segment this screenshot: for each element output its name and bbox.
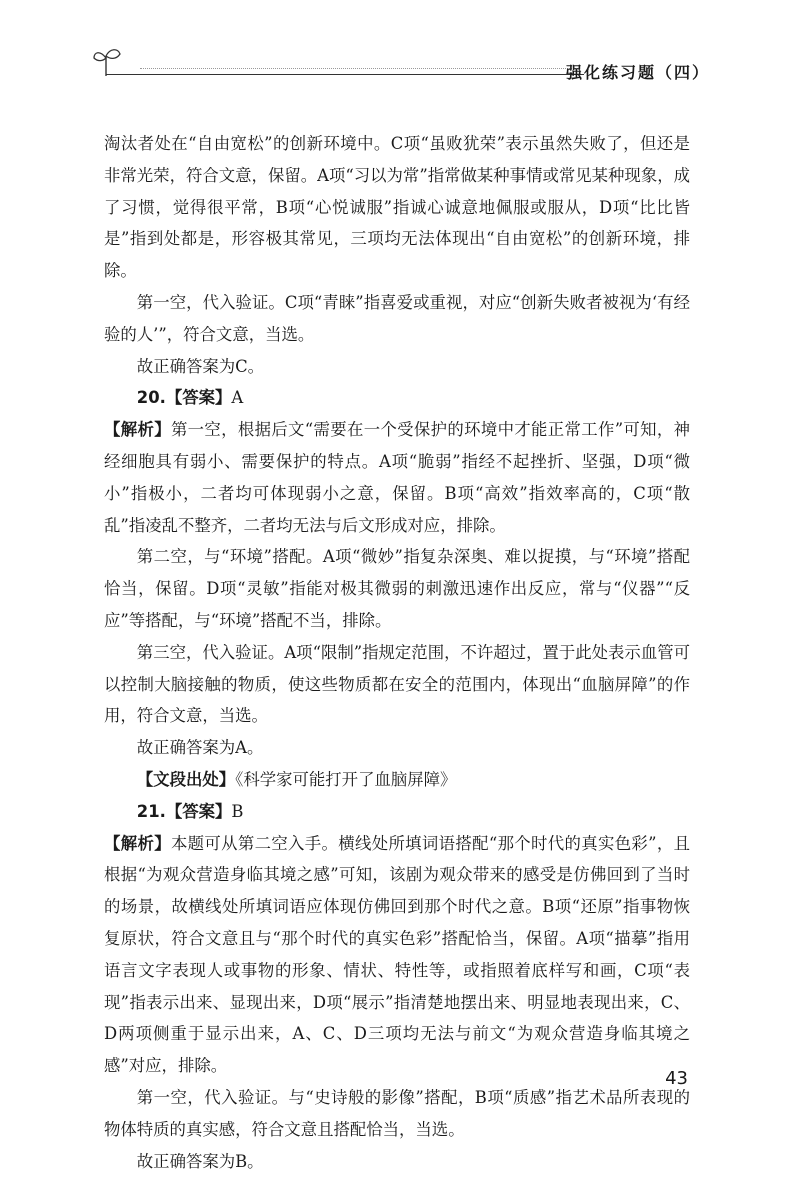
- source-label: 【文段出处】: [137, 770, 235, 789]
- paragraph: 淘汰者处在“自由宽松”的创新环境中。C项“虽败犹荣”表示虽然失败了，但还是非常光荣，符合文意，保留。A项“习以为常”指常做某种事情或常见某种现象，成了习惯，觉得很平常，B项“心悦诚服”指诚心诚意地佩服或服从，D项“比比皆是”指到处都是，形容极其常见，三项均无法体现出“自由宽松”的创新环境，排除。: [104, 128, 690, 287]
- analysis-20: [104, 414, 690, 541]
- paragraph: 故正确答案为A。: [104, 732, 690, 764]
- paragraph: 第三空，代入验证。A项“限制”指规定范围，不许超过，置于此处表示血管可以控制大脑接触的物质，使这些物质都在安全的范围内，体现出“血脑屏障”的作用，符合文意，当选。: [104, 637, 690, 732]
- running-header: [92, 44, 710, 84]
- source-line: [104, 764, 690, 796]
- analysis-text: 本题可从第二空入手。横线处所填词语搭配“那个时代的真实色彩”，且根据“为观众营造身临其境之感”可知，该剧为观众带来的感受是仿佛回到了当时的场景，故横线处所填词语应体现仿佛回到那个时代之意。B项“还原”指事物恢复原状，符合文意且与“那个时代的真实色彩”搭配恰当，保留。A项“描摹”指用语言文字表现人或事物的形象、情状、特性等，或指照着底样写和画，C项“表现”指表示出来、显现出来，D项“展示”指清楚地摆出来、明显地表现出来，C、D两项侧重于显示出来，A、C、D三项均无法与前文“为观众营造身临其境之感”对应，排除。: [104, 834, 690, 1076]
- answer-21: [104, 796, 690, 828]
- paragraph: 第一空，代入验证。与“史诗般的影像”搭配，B项“质感”指艺术品所表现的物体特质的真实感，符合文意且搭配恰当，当选。: [104, 1082, 690, 1146]
- header-rule: [106, 74, 584, 75]
- analysis-text: 第一空，根据后文“需要在一个受保护的环境中才能正常工作”可知，神经细胞具有弱小、需要保护的特点。A项“脆弱”指经不起挫折、坚强，D项“微小”指极小，二者均可体现弱小之意，保留。B项“高效”指效率高的，C项“散乱”指凌乱不整齐，二者均无法与后文形成对应，排除。: [104, 420, 690, 534]
- analysis-label: 【解析】: [104, 834, 171, 853]
- answer-label: 20.【答案】: [137, 388, 232, 407]
- paragraph: 第一空，代入验证。C项“青睐”指喜爱或重视，对应“创新失败者被视为‘有经验的人’”，符合文意，当选。: [104, 287, 690, 351]
- answer-value: B: [231, 802, 243, 821]
- page-body: [104, 128, 690, 1177]
- source-title: 《科学家可能打开了血脑屏障》: [235, 770, 456, 789]
- page-number: 43: [665, 1068, 688, 1089]
- analysis-21: [104, 828, 690, 1082]
- section-title: 强化练习题（四）: [566, 60, 710, 83]
- header-dotted-line: [140, 68, 580, 69]
- answer-value: A: [231, 388, 243, 407]
- paragraph: 故正确答案为C。: [104, 351, 690, 383]
- sprout-icon: [92, 44, 124, 84]
- answer-label: 21.【答案】: [137, 802, 232, 821]
- paragraph: 第二空，与“环境”搭配。A项“微妙”指复杂深奥、难以捉摸，与“环境”搭配恰当，保留。D项“灵敏”指能对极其微弱的刺激迅速作出反应，常与“仪器”“反应”等搭配，与“环境”搭配不当，排除。: [104, 541, 690, 636]
- answer-20: [104, 382, 690, 414]
- analysis-label: 【解析】: [104, 420, 171, 439]
- paragraph: 故正确答案为B。: [104, 1146, 690, 1177]
